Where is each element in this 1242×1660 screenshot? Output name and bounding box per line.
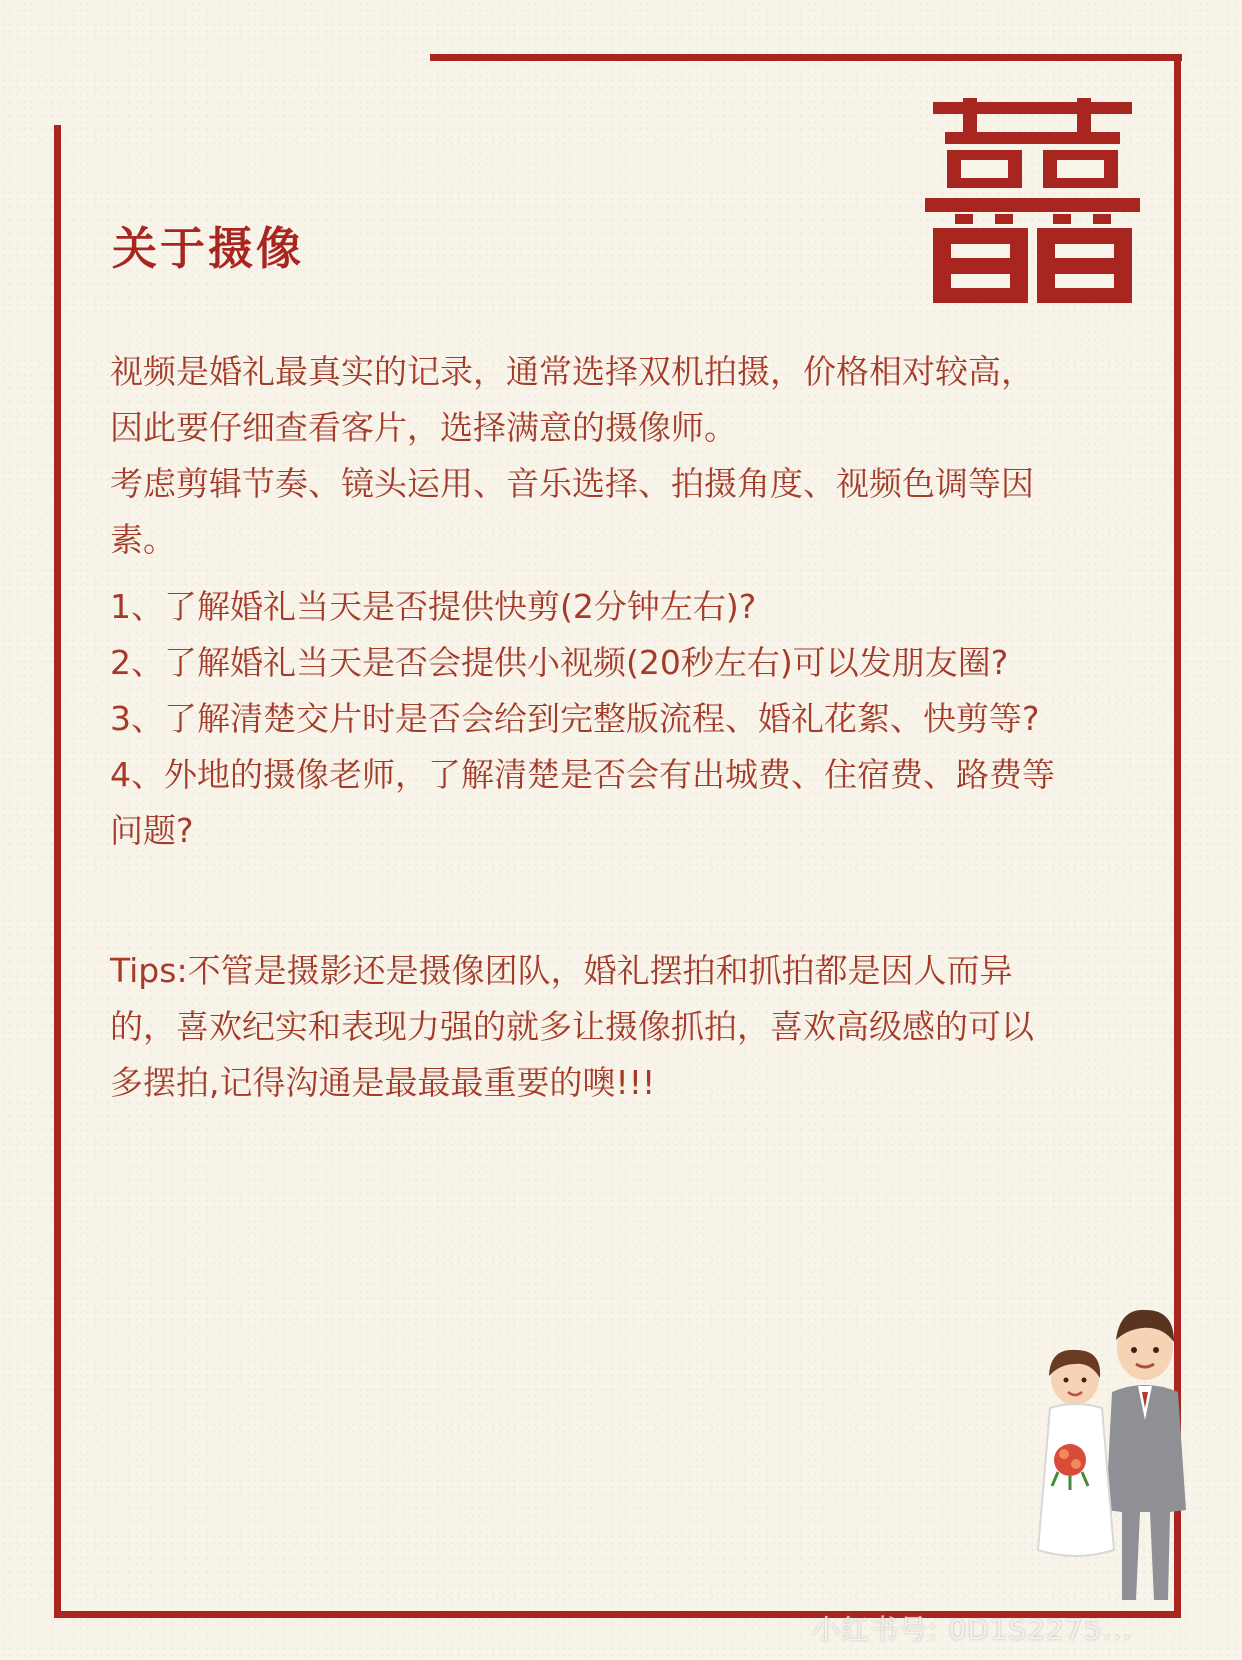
checklist — [110, 579, 1150, 859]
tips-line: Tips:不管是摄影还是摄像团队，婚礼摆拍和抓拍都是因人而异 — [110, 951, 1013, 990]
list-item: 1、了解婚礼当天是否提供快剪(2分钟左右)? — [110, 587, 757, 626]
intro-line: 考虑剪辑节奏、镜头运用、音乐选择、拍摄角度、视频色调等因 — [110, 464, 1034, 503]
tips-line: 多摆拍,记得沟通是最最最重要的噢!!! — [110, 1063, 656, 1102]
bride-groom-illustration — [1030, 1300, 1210, 1610]
list-item: 4、外地的摄像老师，了解清楚是否会有出城费、住宿费、路费等 — [110, 755, 1055, 794]
tips-line: 的，喜欢纪实和表现力强的就多让摄像抓拍，喜欢高级感的可以 — [110, 1007, 1034, 1046]
list-item: 2、了解婚礼当天是否会提供小视频(20秒左右)可以发朋友圈? — [110, 643, 1009, 682]
intro-line: 视频是婚礼最真实的记录，通常选择双机拍摄，价格相对较高， — [110, 352, 1034, 391]
intro-line: 素。 — [110, 520, 176, 559]
list-item: 3、了解清楚交片时是否会给到完整版流程、婚礼花絮、快剪等? — [110, 699, 1040, 738]
watermark-text: 小红书号: 0D1S2275... — [812, 1613, 1133, 1646]
double-happiness-icon — [925, 98, 1140, 303]
tips-paragraph — [110, 943, 1150, 1111]
list-item: 问题? — [110, 811, 194, 850]
frame-top-border — [430, 54, 1182, 61]
intro-line: 因此要仔细查看客片，选择满意的摄像师。 — [110, 408, 737, 447]
page-title: 关于摄像 — [112, 222, 305, 275]
frame-left-border — [54, 125, 61, 1618]
intro-paragraph — [110, 344, 1150, 568]
